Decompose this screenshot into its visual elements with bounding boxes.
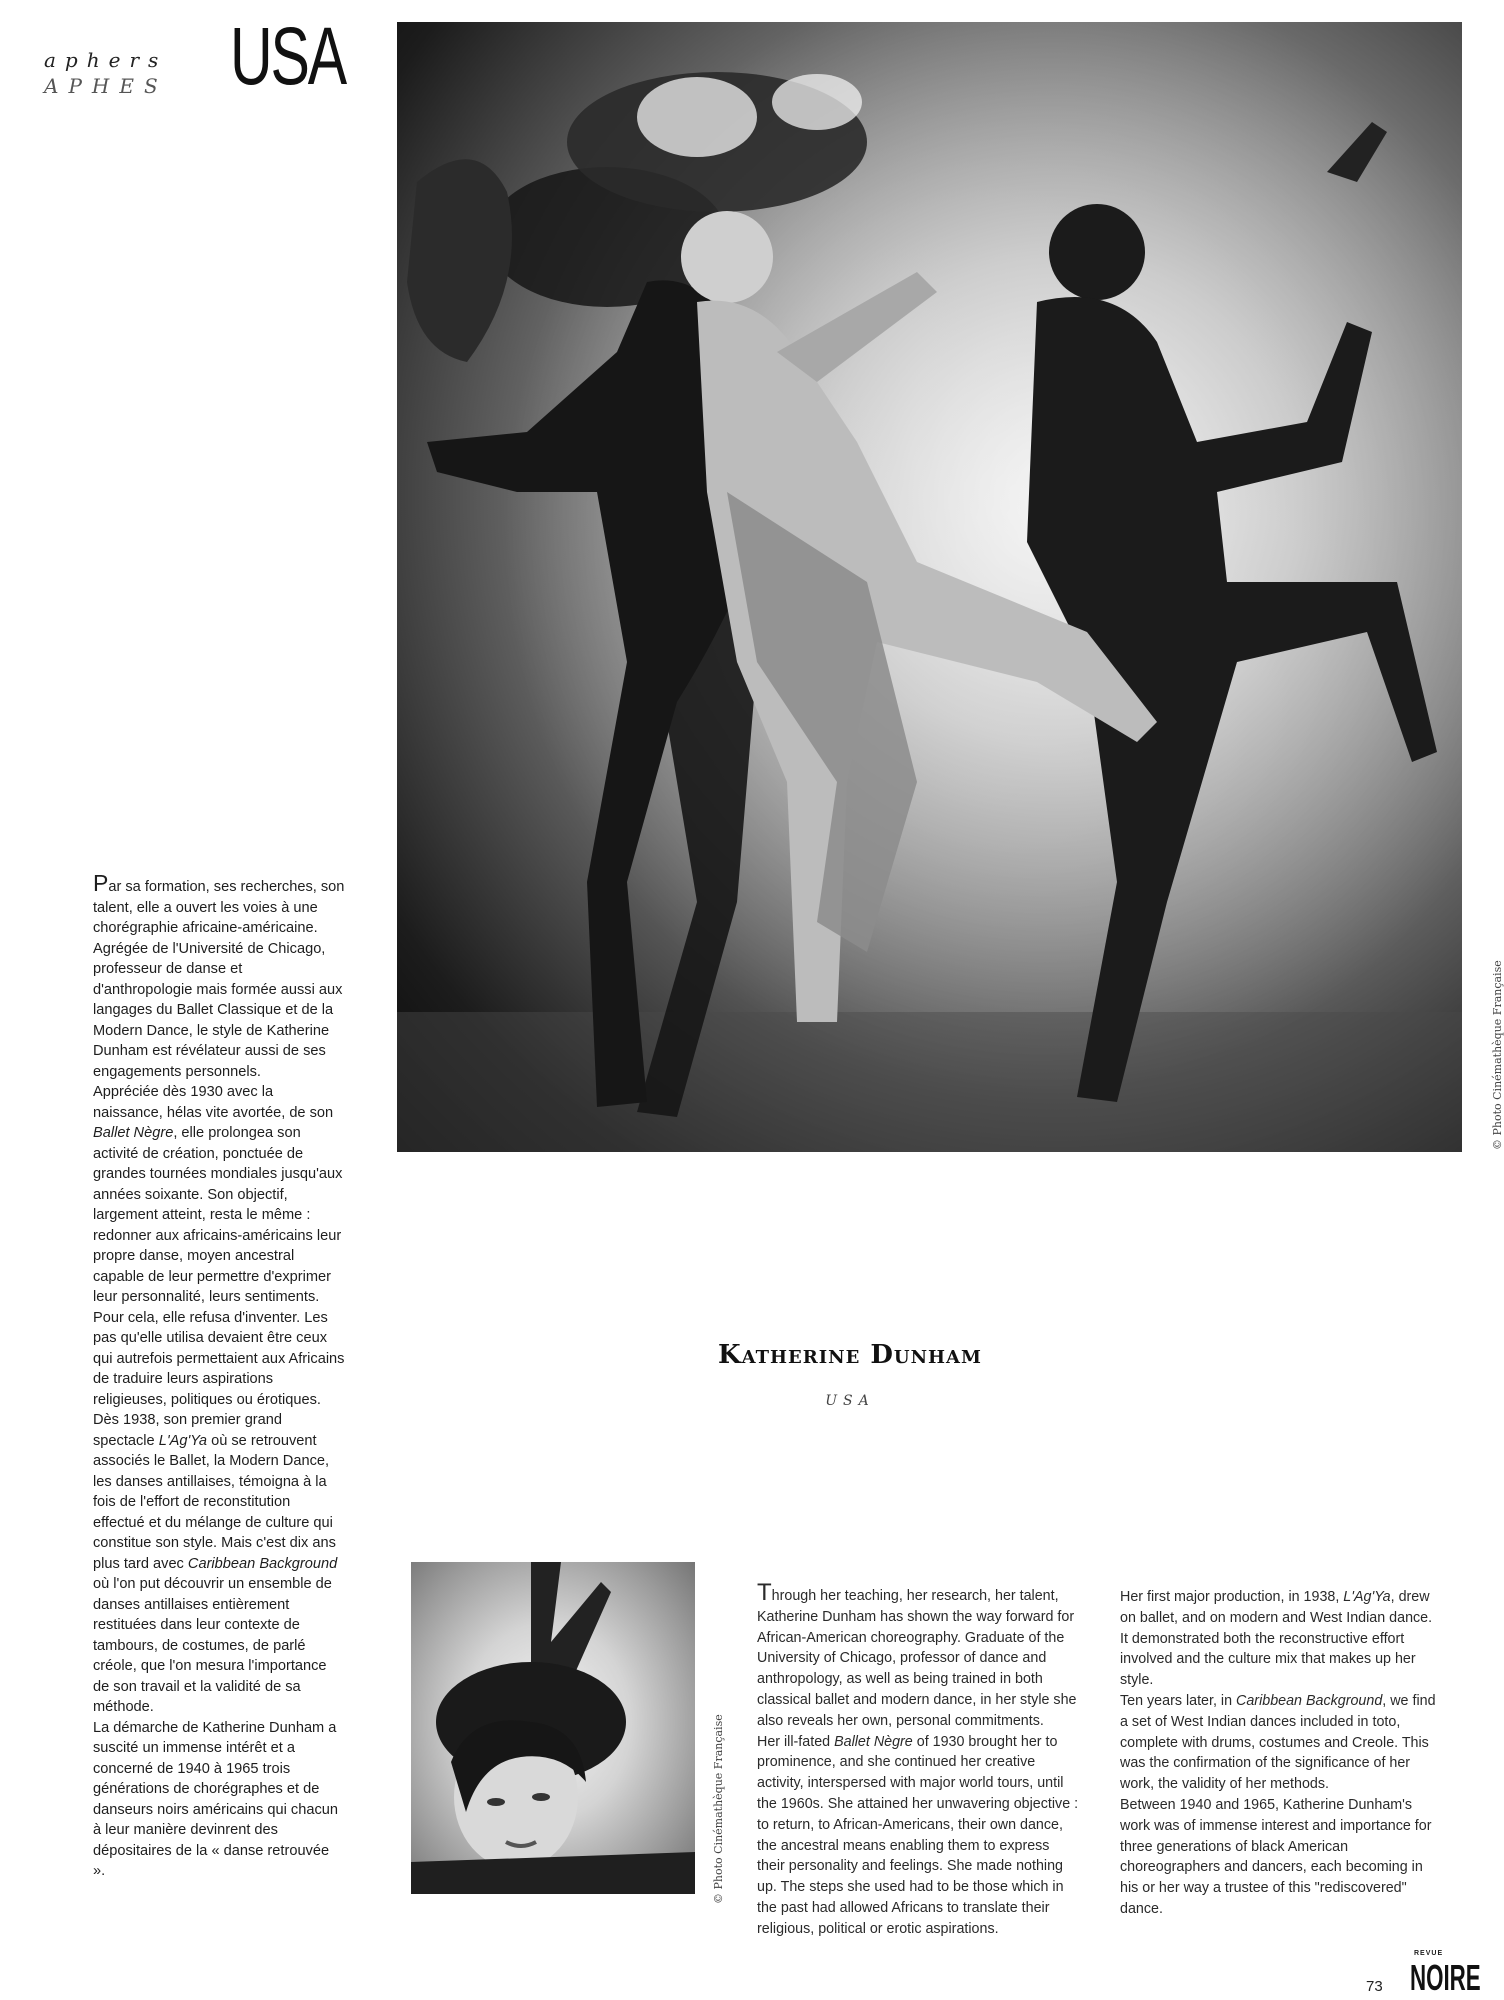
english-paragraph-4-text-b: , we find a set of West Indian dances included in toto, complete with drums, costumes and Creole. This was the confirmation of the significance of her work, the validity of her methods.	[1120, 1692, 1436, 1793]
english-paragraph-1	[757, 1579, 1079, 1732]
french-text-column	[93, 870, 345, 1882]
magazine-logo-small: REVUE	[1414, 1950, 1444, 1957]
portrait-photo-credit: © Photo Cinémathèque Française	[712, 1714, 725, 1904]
french-paragraph-2-text-a: Appréciée dès 1930 avec la naissance, hélas vite avortée, de son	[93, 1084, 334, 1121]
english-paragraph-2-text-b: of 1930 brought her to prominence, and she continued her creative activity, interspersed with major world tours, until the 1960s. She attained her unwavering objective : to return, to African-Americans, their own dance, the ancestral means enabling them to express their personality and feelings. She made nothing up. The steps she used had to be those which in the past had allowed Africans to translate their religious, political or erotic aspirations.	[757, 1733, 1079, 1937]
english-paragraph-4	[1120, 1691, 1442, 1795]
english-paragraph-2	[757, 1732, 1079, 1940]
french-paragraph-1	[93, 870, 345, 1082]
french-paragraph-1-text: ar sa formation, ses recherches, son talent, elle a ouvert les voies à une chorégraphie africaine-américaine. Agrégée de l'Université de Chicago, professeur de danse et d'anthropologie mais formée aussi aux langages du Ballet Classique et de la Modern Dance, le style de Katherine Dunham est révélateur aussi de ses engagements personnels.	[93, 879, 345, 1080]
french-paragraph-3-text-b: où se retrouvent associés le Ballet, la Modern Dance, les danses antillaises, témoigna à la fois de l'effort de reconstitution effectué et du mélange de culture qui constitue son style. Mais c'est dix ans plus tard avec	[93, 1432, 336, 1572]
section-label-line1: aphers	[44, 48, 168, 72]
main-dance-photograph	[397, 22, 1462, 1152]
french-paragraph-2-italic: Ballet Nègre	[93, 1125, 174, 1141]
english-paragraph-1-text: hrough her teaching, her research, her talent, Katherine Dunham has shown the way forward for African-American choreography. Graduate of the University of Chicago, professor of dance and anthropology, as well as being trained in both classical ballet and modern dance, in her style she also reveals her own, personal commitments.	[757, 1588, 1077, 1729]
dancers-illustration	[397, 22, 1462, 1152]
french-paragraph-2-text-b: , elle prolongea son activité de création, ponctuée de grandes tournées mondiales jusqu'aux années soixante. Son objectif, largement atteint, resta le même : redonner aux africains-américains leur propre danse, moyen ancestral capable de leur permettre d'exprimer leur personnalité, leurs sentiments. Pour cela, elle refusa d'inventer. Les pas qu'elle utilisa devaient être ceux qui autrefois permettaient aux Africains de traduire leurs aspirations religieuses, politiques ou érotiques.	[93, 1125, 345, 1408]
english-paragraph-3-text-b: , drew on ballet, and on modern and West Indian dance. It demonstrated both the reconstructive effort involved and the culture mix that makes up her style.	[1120, 1589, 1433, 1689]
french-paragraph-3-italic-1: L'Ag'Ya	[158, 1432, 208, 1449]
page-number: 73	[1366, 1978, 1383, 1995]
english-paragraph-2-italic: Ballet Nègre	[834, 1733, 913, 1750]
english-paragraph-4-italic: Caribbean Background	[1236, 1692, 1383, 1709]
article-subtitle: USA	[825, 1393, 875, 1409]
french-paragraph-4: La démarche de Katherine Dunham a suscité un immense intérêt et a concerné de 1940 à 1965 trois générations de chorégraphes et de danseurs noirs américains qui chacun à leur manière devinrent des dépositaires de la « danse retrouvée ».	[93, 1719, 338, 1879]
english-dropcap: T	[757, 1579, 772, 1606]
magazine-logo: NOIRE	[1410, 1957, 1481, 1998]
main-photo-credit: © Photo Cinémathèque Française	[1491, 960, 1504, 1150]
french-paragraph-3-text-a: Dès 1938, son premier grand spectacle	[93, 1412, 283, 1449]
english-paragraph-5: Between 1940 and 1965, Katherine Dunham's work was of immense interest and importance for three generations of black American choreographers and dancers, each becoming in his or her way a trustee of this "rediscovered" dance.	[1120, 1796, 1432, 1917]
english-text-column-1	[757, 1579, 1079, 1940]
section-country-title: USA	[230, 11, 345, 102]
section-label-line2: APHES	[44, 74, 168, 98]
english-text-column-2	[1120, 1587, 1442, 1920]
english-paragraph-3	[1120, 1587, 1442, 1691]
english-paragraph-4-text-a: Ten years later, in	[1120, 1692, 1237, 1709]
english-paragraph-3-italic: L'Ag'Ya	[1343, 1589, 1391, 1605]
french-paragraph-3-italic-2: Caribbean Background	[187, 1555, 338, 1572]
portrait-illustration	[411, 1562, 695, 1894]
french-dropcap: P	[93, 870, 109, 896]
article-title: Katherine Dunham	[718, 1340, 982, 1370]
french-paragraph-3	[93, 1410, 345, 1718]
french-paragraph-3-text-c: où l'on put découvrir un ensemble de danses antillaises entièrement restituées dans leur contexte de tambours, de costumes, de parlé créole, que l'on mesura l'importance de son travail et la validité de sa méthode.	[93, 1576, 332, 1715]
english-paragraph-3-text-a: Her first major production, in 1938,	[1120, 1589, 1344, 1605]
portrait-photograph	[411, 1562, 695, 1894]
french-paragraph-2	[93, 1082, 345, 1410]
english-paragraph-2-text-a: Her ill-fated	[757, 1733, 835, 1750]
